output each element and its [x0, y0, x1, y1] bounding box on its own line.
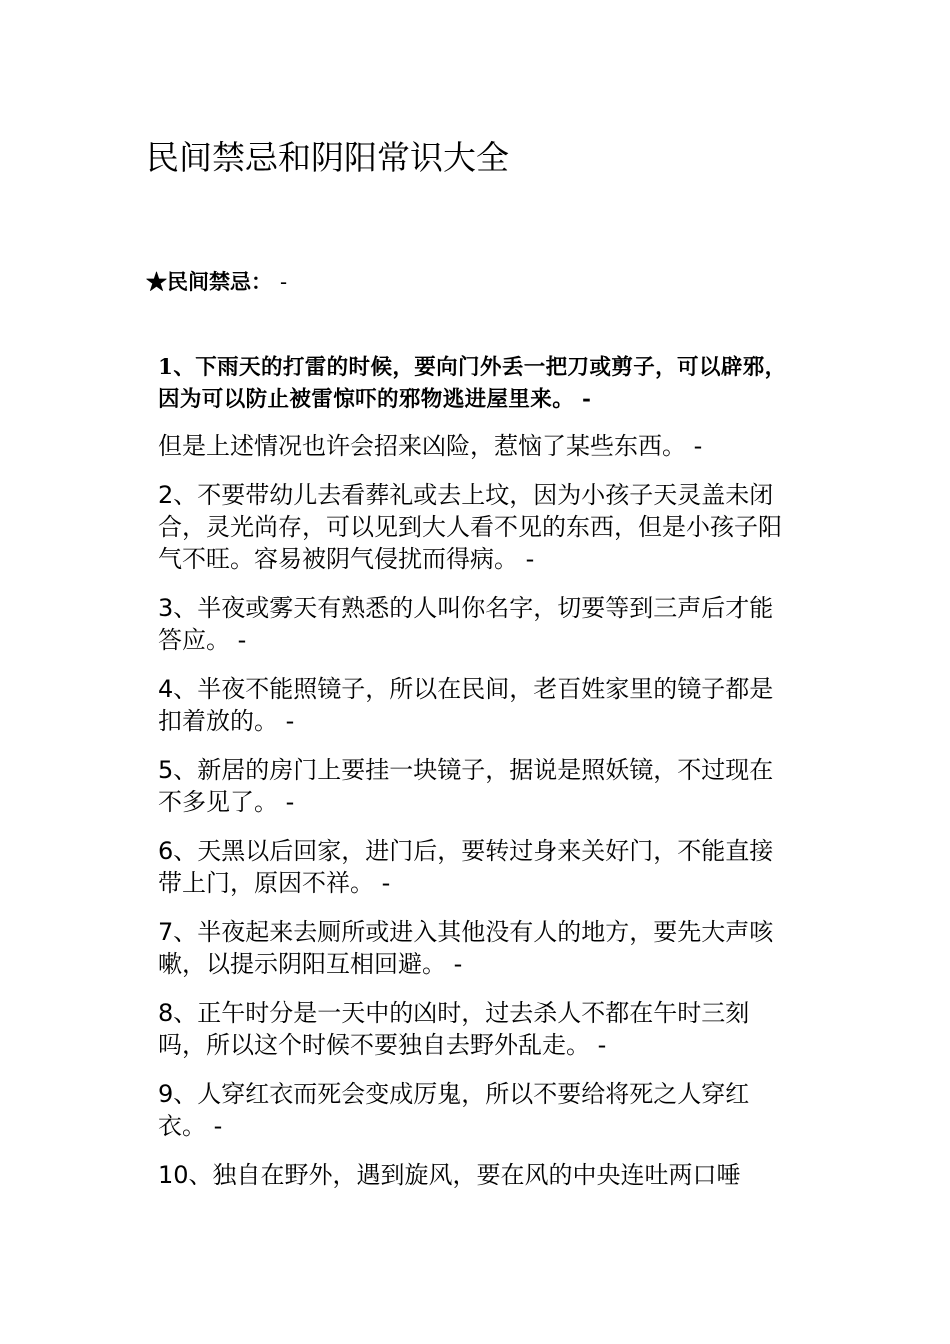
section-heading-mark: -	[280, 270, 288, 294]
paragraph-item-6: 6、天黑以后回家，进门后，要转过身来关好门，不能直接带上门，原因不祥。 -	[158, 837, 774, 897]
paragraph-item-9: 9、人穿红衣而死会变成厉鬼，所以不要给将死之人穿红衣。 -	[158, 1080, 750, 1140]
paragraph-item-3: 3、半夜或雾天有熟悉的人叫你名字，切要等到三声后才能答应。 -	[158, 594, 774, 654]
paragraph-item-1: 1、下雨天的打雷的时候，要向门外丢一把刀或剪子，可以辟邪，因为可以防止被雷惊吓的邪物逃进屋里来。 -	[158, 355, 787, 412]
paragraph-item-7: 7、半夜起来去厕所或进入其他没有人的地方，要先大声咳嗽，以提示阴阳互相回避。 -	[158, 918, 774, 978]
paragraph-item-2: 2、不要带幼儿去看葬礼或去上坟，因为小孩子天灵盖未闭合，灵光尚存，可以见到大人看不见的东西，但是小孩子阳气不旺。容易被阴气侵扰而得病。 -	[158, 481, 782, 573]
paragraph-item-10: 10、独自在野外，遇到旋风，要在风的中央连吐两口唾	[158, 1161, 741, 1189]
paragraph-item-4: 4、半夜不能照镜子，所以在民间，老百姓家里的镜子都是扣着放的。 -	[158, 675, 774, 735]
paragraph-note: 但是上述情况也许会招来凶险，惹恼了某些东西。 -	[158, 432, 703, 460]
paragraph-item-8: 8、正午时分是一天中的凶时，过去杀人不都在午时三刻吗，所以这个时候不要独自去野外乱走。 -	[158, 999, 750, 1059]
document-body	[158, 352, 794, 1208]
section-heading	[146, 266, 287, 298]
section-heading-text: ★民间禁忌：	[146, 269, 272, 294]
paragraph-item-5: 5、新居的房门上要挂一块镜子，据说是照妖镜，不过现在不多见了。 -	[158, 756, 774, 816]
document-title: 民间禁忌和阴阳常识大全	[146, 138, 509, 177]
